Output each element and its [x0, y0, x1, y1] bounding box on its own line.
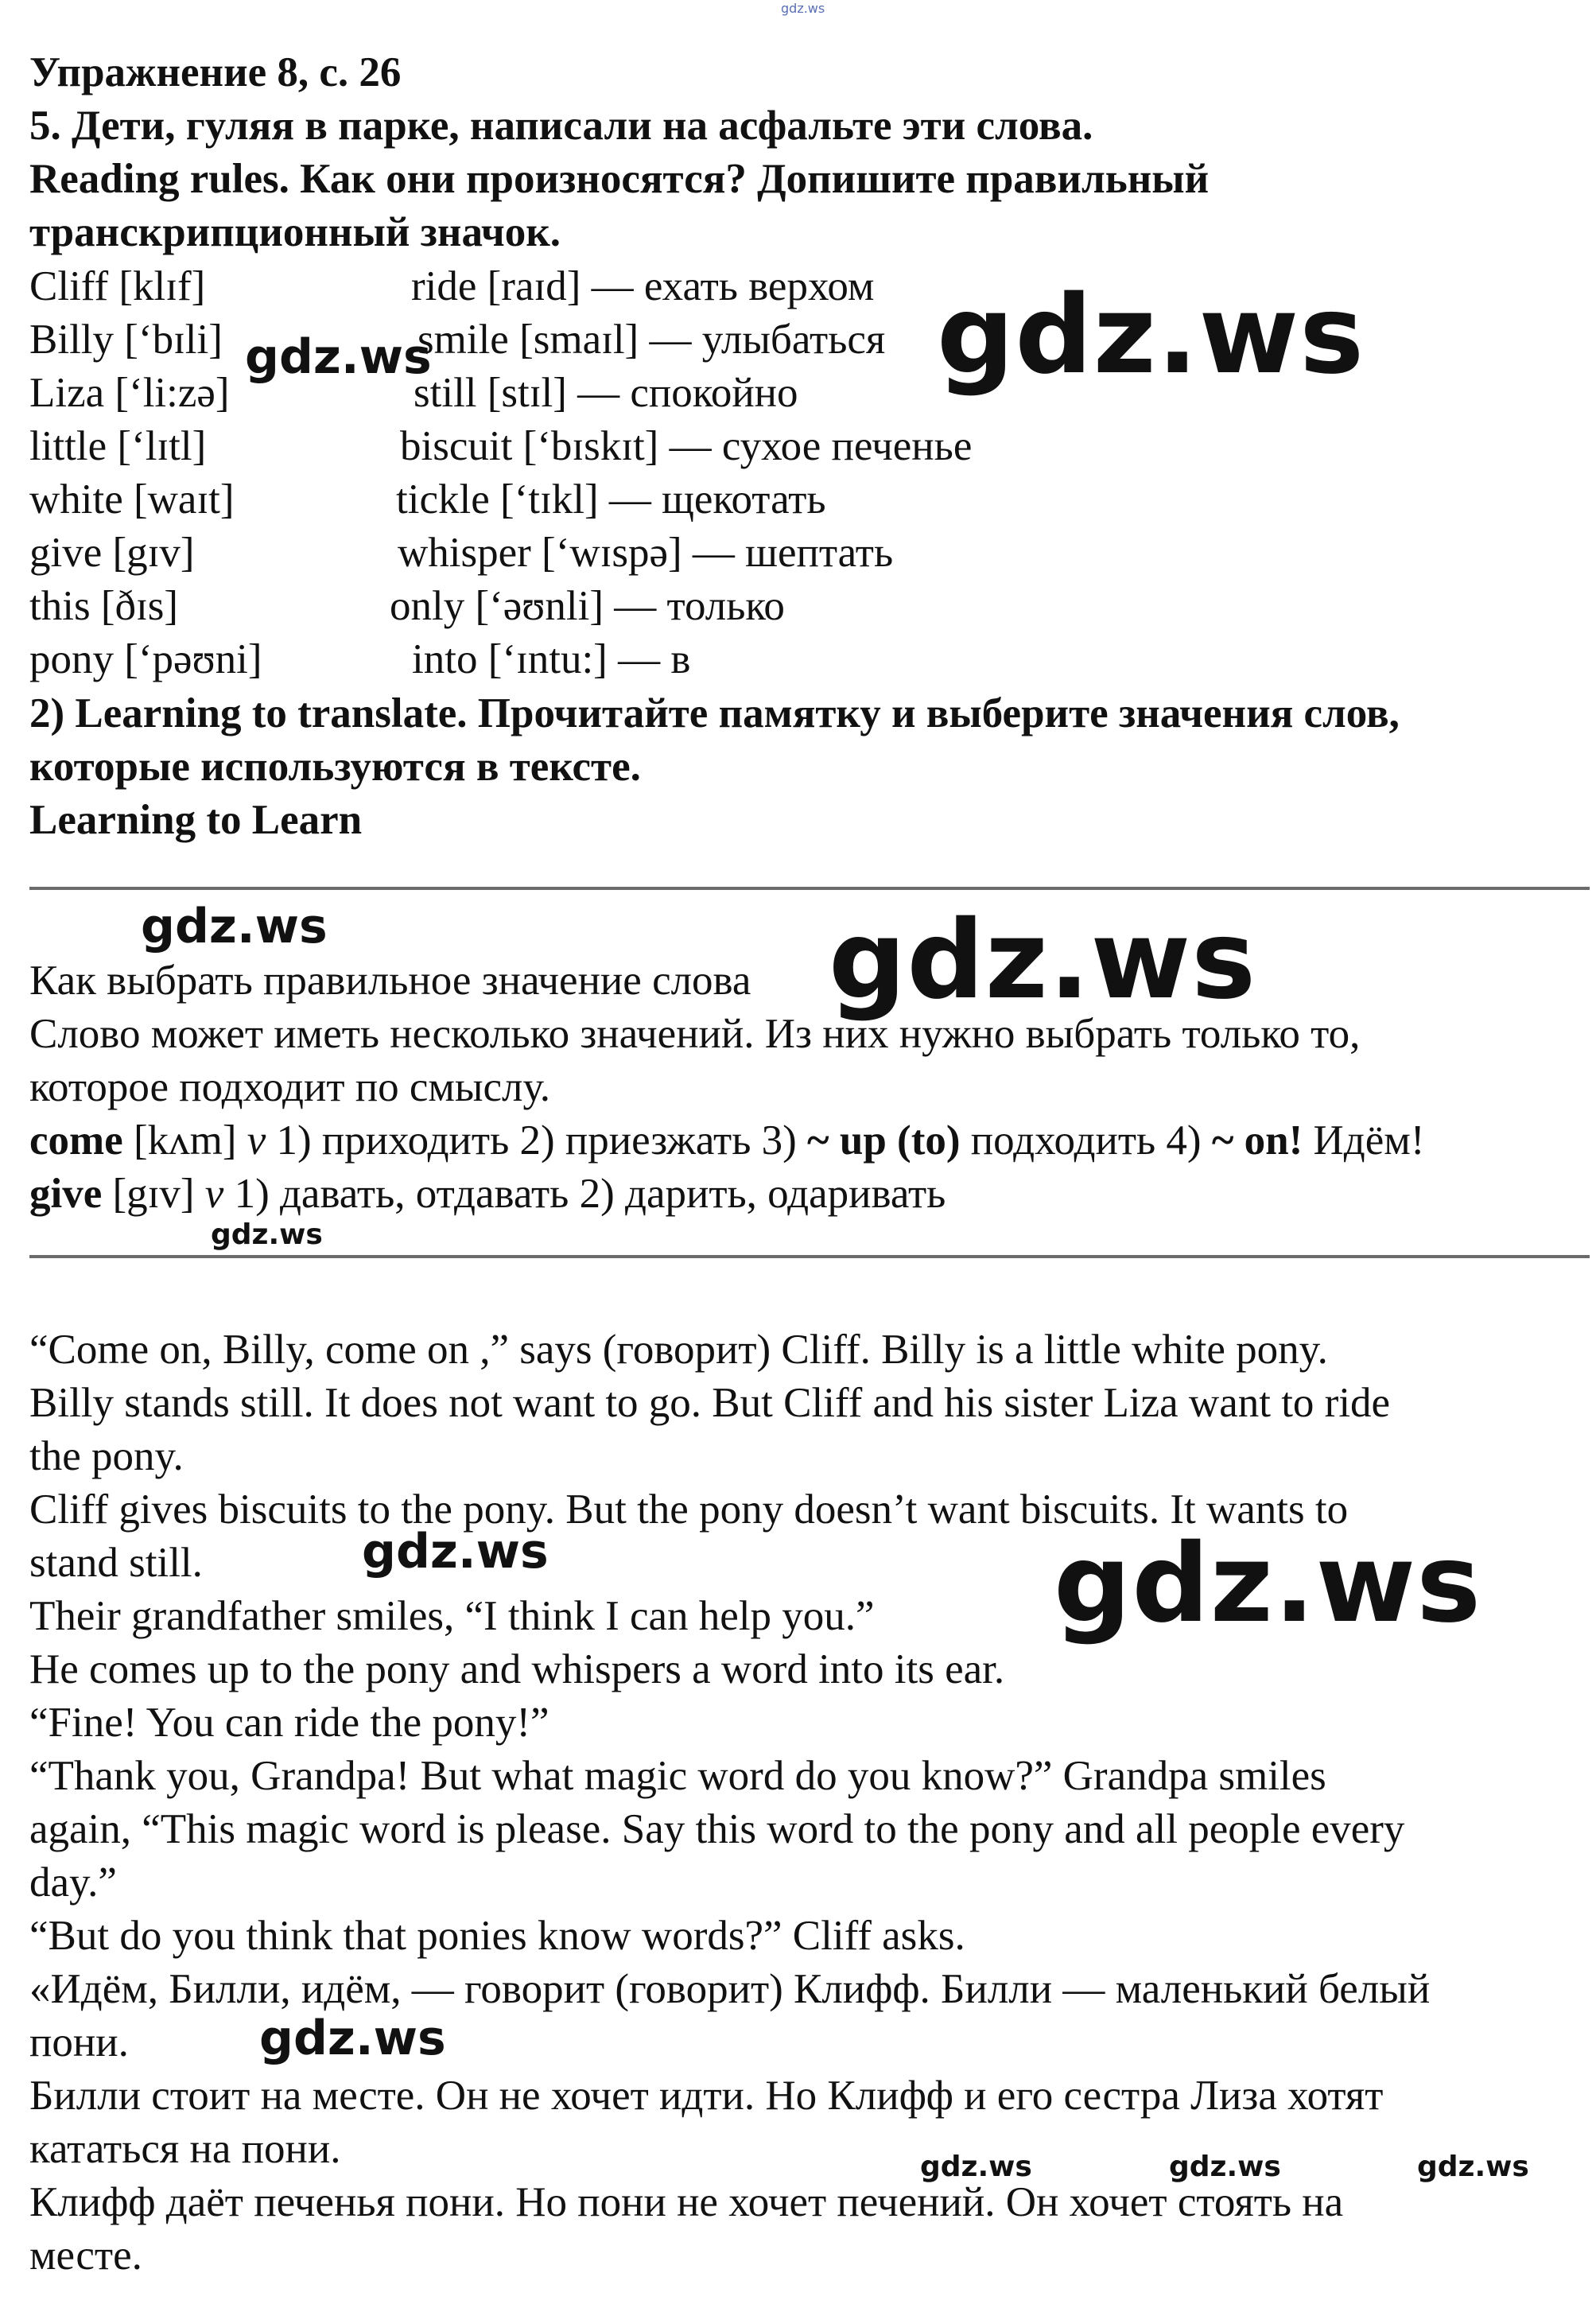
vocab-right: into [‘ɪntu:] — в [412, 636, 691, 682]
vocab-left: Cliff [klɪf] [29, 263, 206, 309]
divider-bottom [29, 1255, 1590, 1258]
vocab-left: give [gɪv] [29, 530, 195, 576]
watermark-large: gdz.ws [829, 898, 1257, 1024]
vocab-left: Billy [‘bɪli] [29, 317, 223, 363]
vocab-right: biscuit [‘bɪskɪt] — сухое печенье [400, 423, 973, 469]
entry-pos: v [204, 1171, 224, 1217]
story-line: Billy stands still. It does not want to go. But Cliff and his sister Liza want to ride [29, 1380, 1391, 1426]
entry-phrase-up: ~ up (to) [807, 1117, 961, 1164]
story-line: stand still. [29, 1540, 203, 1586]
vocab-right: smile [smaɪl] — улыбаться [417, 317, 886, 363]
story-line: Cliff gives biscuits to the pony. But the pony doesn’t want biscuits. It wants to [29, 1486, 1349, 1533]
task-heading: 5. Дети, гуляя в парке, написали на асфальте эти слова. [29, 103, 1093, 149]
watermark-medium: gdz.ws [141, 899, 328, 954]
watermark-large: gdz.ws [1054, 1521, 1482, 1647]
task2-heading: 2) Learning to translate. Прочитайте памятку и выберите значения слов, [29, 690, 1400, 736]
entry-meanings: подходить 4) [960, 1117, 1212, 1164]
story-line: Билли стоит на месте. Он не хочет идти. Но Клифф и его сестра Лиза хотят [29, 2073, 1384, 2119]
entry-transcription: [gɪv] [102, 1171, 205, 1217]
vocab-left: white [waɪt] [29, 476, 235, 523]
entry-meanings: 1) давать, отдавать 2) дарить, одаривать [223, 1171, 946, 1217]
dictionary-entry-come [29, 1114, 1424, 1167]
story-line: again, “This magic word is please. Say this word to the pony and all people every [29, 1806, 1405, 1852]
memo-text-cont: которое подходит по смыслу. [29, 1064, 550, 1110]
entry-pos: v [247, 1117, 266, 1164]
vocab-right: whisper [‘wɪspə] — шептать [398, 530, 894, 576]
story-line: the pony. [29, 1433, 184, 1479]
exercise-title: Упражнение 8, с. 26 [29, 49, 402, 95]
vocab-left: this [ðɪs] [29, 583, 178, 629]
story-line: “Thank you, Grandpa! But what magic word do you know?” Grandpa smiles [29, 1753, 1326, 1799]
vocab-left: little [‘lɪtl] [29, 423, 207, 469]
memo-title: Как выбрать правильное значение слова [29, 958, 751, 1004]
story-line: пони. [29, 2019, 129, 2065]
watermark-small: gdz.ws [920, 2151, 1032, 2183]
watermark-medium: gdz.ws [245, 329, 432, 385]
story-line: месте. [29, 2232, 142, 2279]
story-line: “Fine! You can ride the pony!” [29, 1700, 549, 1746]
entry-phrase-on: ~ on! [1211, 1117, 1303, 1164]
story-line: кататься на пони. [29, 2126, 341, 2172]
entry-word: come [29, 1117, 123, 1164]
story-line: Клифф даёт печенья пони. Но пони не хочет печений. Он хочет стоять на [29, 2179, 1344, 2225]
vocab-right: ride [raɪd] — ехать верхом [411, 263, 875, 309]
story-line: He comes up to the pony and whispers a word into its ear. [29, 1646, 1005, 1692]
watermark-top: gdz.ws [781, 1, 825, 16]
story-line: «Идём, Билли, идём, — говорит (говорит) Клифф. Билли — маленький белый [29, 1966, 1431, 2012]
watermark-medium: gdz.ws [362, 1524, 549, 1579]
vocab-right: only [‘əʊnli] — только [390, 583, 785, 629]
watermark-large: gdz.ws [937, 273, 1365, 398]
entry-transcription: [kʌm] [122, 1117, 247, 1164]
story-line: day.” [29, 1859, 117, 1906]
task-subheading-cont: транскрипционный значок. [29, 209, 561, 255]
dictionary-entry-give [29, 1168, 946, 1220]
story-line: “But do you think that ponies know words?” Cliff asks. [29, 1913, 965, 1959]
learning-to-learn-heading: Learning to Learn [29, 797, 363, 843]
watermark-small: gdz.ws [211, 1218, 323, 1251]
story-line: “Come on, Billy, come on ,” says (говорит) Cliff. Billy is a little white pony. [29, 1327, 1328, 1373]
vocab-left: Liza [‘li:zə] [29, 370, 230, 416]
watermark-small: gdz.ws [1417, 2151, 1529, 2183]
memo-text: Слово может иметь несколько значений. Из них нужно выбрать только то, [29, 1011, 1361, 1057]
entry-meanings: 1) приходить 2) приезжать 3) [266, 1117, 808, 1164]
entry-word: give [29, 1171, 103, 1217]
vocab-right: still [stɪl] — спокойно [414, 370, 798, 416]
watermark-medium: gdz.ws [259, 2011, 446, 2066]
story-line: Their grandfather smiles, “I think I can help you.” [29, 1593, 875, 1639]
vocab-left: pony [‘pəʊni] [29, 636, 262, 682]
entry-meanings: Идём! [1303, 1117, 1425, 1164]
watermark-small: gdz.ws [1169, 2151, 1281, 2183]
divider-top [29, 887, 1590, 890]
task2-heading-cont: которые используются в тексте. [29, 744, 641, 790]
vocab-right: tickle [‘tɪkl] — щекотать [396, 476, 826, 523]
task-subheading: Reading rules. Как они произносятся? Допишите правильный [29, 156, 1210, 202]
